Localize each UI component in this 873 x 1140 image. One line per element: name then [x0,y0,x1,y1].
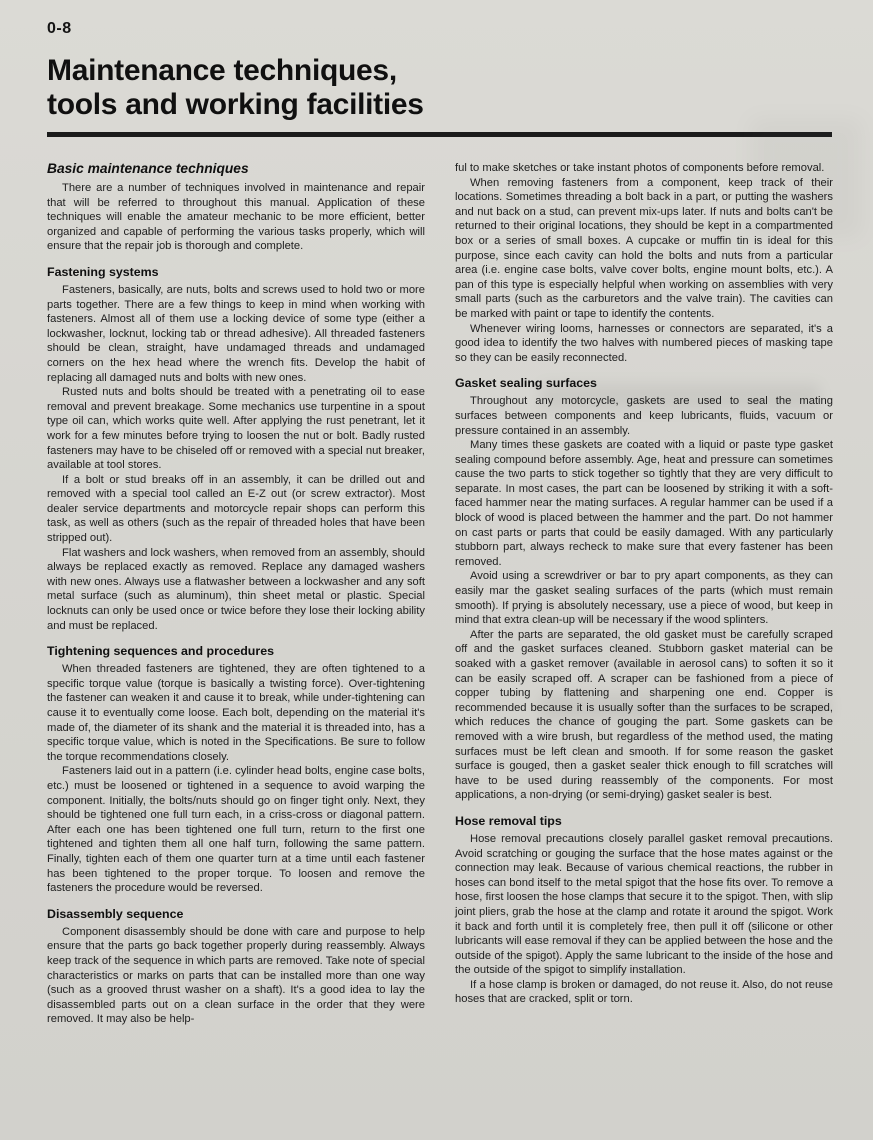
page-title-line1: Maintenance techniques, [47,54,397,87]
paragraph: If a hose clamp is broken or damaged, do not reuse it. Also, do not reuse hoses that are cracked, split or torn. [455,978,833,1006]
paragraph: Component disassembly should be done with care and purpose to help ensure that the parts go back together properly during reassembly. Always keep track of the sequence in which parts are removed. Take note of special characteristics or marks on parts that can be installed more than one way (such as a grooved thrust washer on a shaft). It's a good idea to lay the disassembled parts out on a clean surface in the order that they were removed. It may also be help- [47,925,425,1026]
left-column [47,161,425,1027]
title-rule [47,132,832,137]
paragraph: After the parts are separated, the old gasket must be carefully scraped off and the gasket surfaces cleaned. Stubborn gasket material can be soaked with a gasket remover (available in aerosol cans) to soften it so it can be easily scraped off. A scraper can be fashioned from a piece of copper tubing by flattening and sharpening one end. Copper is recommended because it is usually softer than the surfaces to be scraped, which reduces the chance of gouging the part. Some gaskets can be removed with a wire brush, but regardless of the method used, the mating surfaces must be left clean and smooth. If for some reason the gasket surface is gouged, then a gasket sealer thick enough to fill scratches will have to be used during reassembly of the components. For most applications, a non-drying (or semi-drying) gasket sealer is best. [455,628,833,802]
paragraph: Fasteners, basically, are nuts, bolts and screws used to hold two or more parts together. There are a few things to keep in mind when working with fasteners. Almost all of them use a locking device of some type (either a lockwasher, locknut, locking tab or thread adhesive). All threaded fasteners should be clean, straight, have undamaged threads and undamaged corners on the hex head where the wrench fits. Develop the habit of replacing all damaged nuts and bolts with new ones. [47,283,425,384]
paragraph: ful to make sketches or take instant photos of components before removal. [455,162,825,174]
paragraph: Flat washers and lock washers, when removed from an assembly, should always be replaced exactly as removed. Replace any damaged washers with new ones. Always use a flatwasher between a lockwasher and any soft metal surface (such as aluminum), thin sheet metal or plastic. Special locknuts can only be used once or twice before they lose their locking ability and must be replaced. [47,546,425,632]
page-number: 0-8 [47,20,72,37]
section-heading-disassembly-sequence: Disassembly sequence [47,906,184,921]
section-heading-basic-maintenance-techniques: Basic maintenance techniques [47,161,249,176]
paragraph: Avoid using a screwdriver or bar to pry apart components, as they can easily mar the gasket sealing surfaces of the parts (which must remain smooth). If prying is absolutely necessary, use a piece of wood, but keep in mind that extra clean-up will be necessary if the wood splinters. [455,570,833,627]
paragraph: Hose removal precautions closely parallel gasket removal precautions. Avoid scratching or gouging the surface that the hose mates against or the connection may leak. Because of various chemical reactions, the rubber in hoses can bond itself to the metal spigot that the hose fits over. To remove a hose, first loosen the hose clamps that secure it to the spigot. Then, with slip joint pliers, grab the hose at the clamp and rotate it around the spigot. Work it back and forth until it is completely free, then pull it off (silicone or other lubricants will ease removal if they can be applied between the hose and the outside of the spigot). Apply the same lubricant to the inside of the hose and the outside of the spigot to simplify installation. [455,832,833,977]
section-heading-gasket-sealing-surfaces: Gasket sealing surfaces [455,376,597,391]
section-heading-fastening-systems: Fastening systems [47,264,159,279]
paragraph: Throughout any motorcycle, gaskets are used to seal the mating surfaces between components and keep lubricants, fluids, vacuum or pressure contained in an assembly. [455,395,833,437]
section-heading-tightening-sequences-and-procedures: Tightening sequences and procedures [47,644,274,659]
paragraph: Whenever wiring looms, harnesses or connectors are separated, it's a good idea to identify the two halves with numbered pieces of masking tape so they can be easily reconnected. [455,322,833,364]
paragraph: Rusted nuts and bolts should be treated with a penetrating oil to ease removal and prevent breakage. Some mechanics use turpentine in a spout type oil can, which works quite well. After applying the rust penetrant, let it work for a few minutes before trying to loosen the nut or bolt. Badly rusted fasteners may have to be chiseled off or removed with a special nut breaker, available at tool stores. [47,386,425,472]
paragraph: Many times these gaskets are coated with a liquid or paste type gasket sealing compound before assembly. Age, heat and pressure can sometimes cause the two parts to stick together so tightly that they are very difficult to separate. In most cases, the part can be loosened by striking it with a soft-faced hammer near the mating surfaces. A regular hammer can be used if a block of wood is placed between the hammer and the part. Do not hammer on cast parts or parts that could be easily damaged. With any particularly stubborn part, always recheck to make sure that every fastener has been removed. [455,439,833,568]
right-column [455,161,833,1027]
paragraph: When removing fasteners from a component, keep track of their locations. Sometimes threading a bolt back in a part, or putting the washers and nut back on a stud, can prevent mix-ups later. If nuts and bolts can't be returned to their original locations, they should be kept in a compartmented box or a series of small boxes. A cupcake or muffin tin is ideal for this purpose, since each cavity can hold the bolts and nuts from a particular area (i.e. engine case bolts, valve cover bolts, engine mount bolts, etc.). A pan of this type is especially helpful when working on assemblies with very small parts (such as the carburetors and the valve train). The cavities can be marked with paint or tape to identify the contents. [455,176,833,320]
paragraph: If a bolt or stud breaks off in an assembly, it can be drilled out and removed with a special tool called an E-Z out (or screw extractor). Most dealer service departments and motorcycle repair shops can perform this task, as well as others (such as the repair of threaded holes that have been stripped out). [47,473,425,545]
page-title-line2: tools and working facilities [47,88,424,121]
text-columns [47,161,832,1027]
paragraph: Fasteners laid out in a pattern (i.e. cylinder head bolts, engine case bolts, etc.) must be loosened or tightened in a sequence to avoid warping the component. Initially, the bolts/nuts should go on finger tight only. Next, they should be tightened one full turn each, in a criss-cross or diagonal pattern. After each one has been tightened one full turn, return to the first one tightened and tighten them all one half turn, following the same pattern. Finally, tighten each of them one quarter turn at a time until each fastener has been tightened to the proper torque. To loosen and remove the fasteners the procedure would be reversed. [47,765,425,895]
section-heading-hose-removal-tips: Hose removal tips [455,813,562,828]
page-title [47,54,832,122]
paragraph: When threaded fasteners are tightened, they are often tightened to a specific torque value (torque is basically a twisting force). Over-tightening the fastener can weaken it and cause it to break, while under-tightening can cause it to eventually come loose. Each bolt, depending on the material it's made of, the diameter of its shank and the material it is threaded into, has a specific torque value, which is noted in the Specifications. Be sure to follow the torque recommendations closely. [47,663,425,763]
paragraph: There are a number of techniques involved in maintenance and repair that will be referred to throughout this manual. Application of these techniques will enable the amateur mechanic to be more efficient, better organized and capable of performing the various tasks properly, which will ensure that the repair job is thorough and complete. [47,182,425,253]
